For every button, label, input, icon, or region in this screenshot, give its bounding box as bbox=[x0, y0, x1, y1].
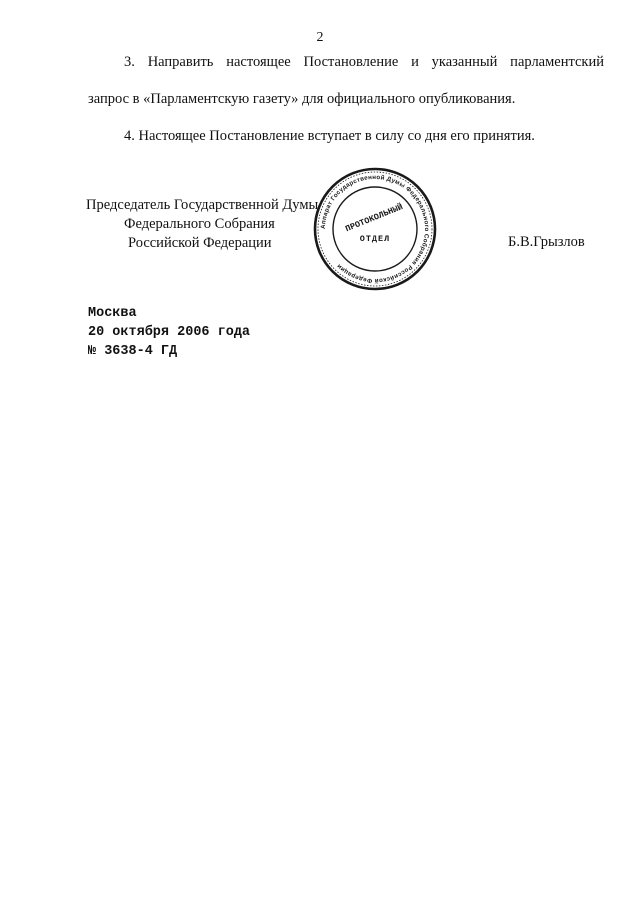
svg-text:Аппарат Государственной Думы Ф bbox=[320, 174, 430, 284]
stamp-seal-graphic bbox=[312, 166, 438, 292]
signature-title-line-1: Председатель Государственной Думы bbox=[86, 197, 319, 213]
page-number: 2 bbox=[316, 30, 324, 45]
stamp-center-top-text: ПРОТОКОЛЬНЫЙ bbox=[343, 202, 405, 235]
official-stamp bbox=[312, 166, 438, 292]
stamp-center-bottom-text: ОТДЕЛ bbox=[359, 234, 391, 244]
paragraph-3-line-2: запрос в «Парламентскую газету» для официального опубликования. bbox=[88, 91, 516, 107]
signature-title-block bbox=[86, 196, 326, 253]
paragraph-4: 4. Настоящее Постановление вступает в силу со дня его принятия. bbox=[124, 128, 535, 144]
signature-title-line-2: Федерального Собрания bbox=[124, 216, 275, 232]
footer-date: 20 октября 2006 года bbox=[88, 325, 251, 340]
paragraph-3-line-1: 3. Направить настоящее Постановление и указанный парламентский bbox=[124, 54, 604, 70]
document-footer bbox=[88, 304, 250, 361]
footer-city: Москва bbox=[88, 306, 137, 321]
signature-title-line-3: Российской Федерации bbox=[128, 235, 272, 251]
footer-document-number: № 3638-4 ГД bbox=[88, 344, 178, 359]
signatory-name: Б.В.Грызлов bbox=[508, 234, 585, 250]
stamp-ring-text: Аппарат Государственной Думы Федерального Собрания Российской Федерации bbox=[319, 173, 431, 285]
